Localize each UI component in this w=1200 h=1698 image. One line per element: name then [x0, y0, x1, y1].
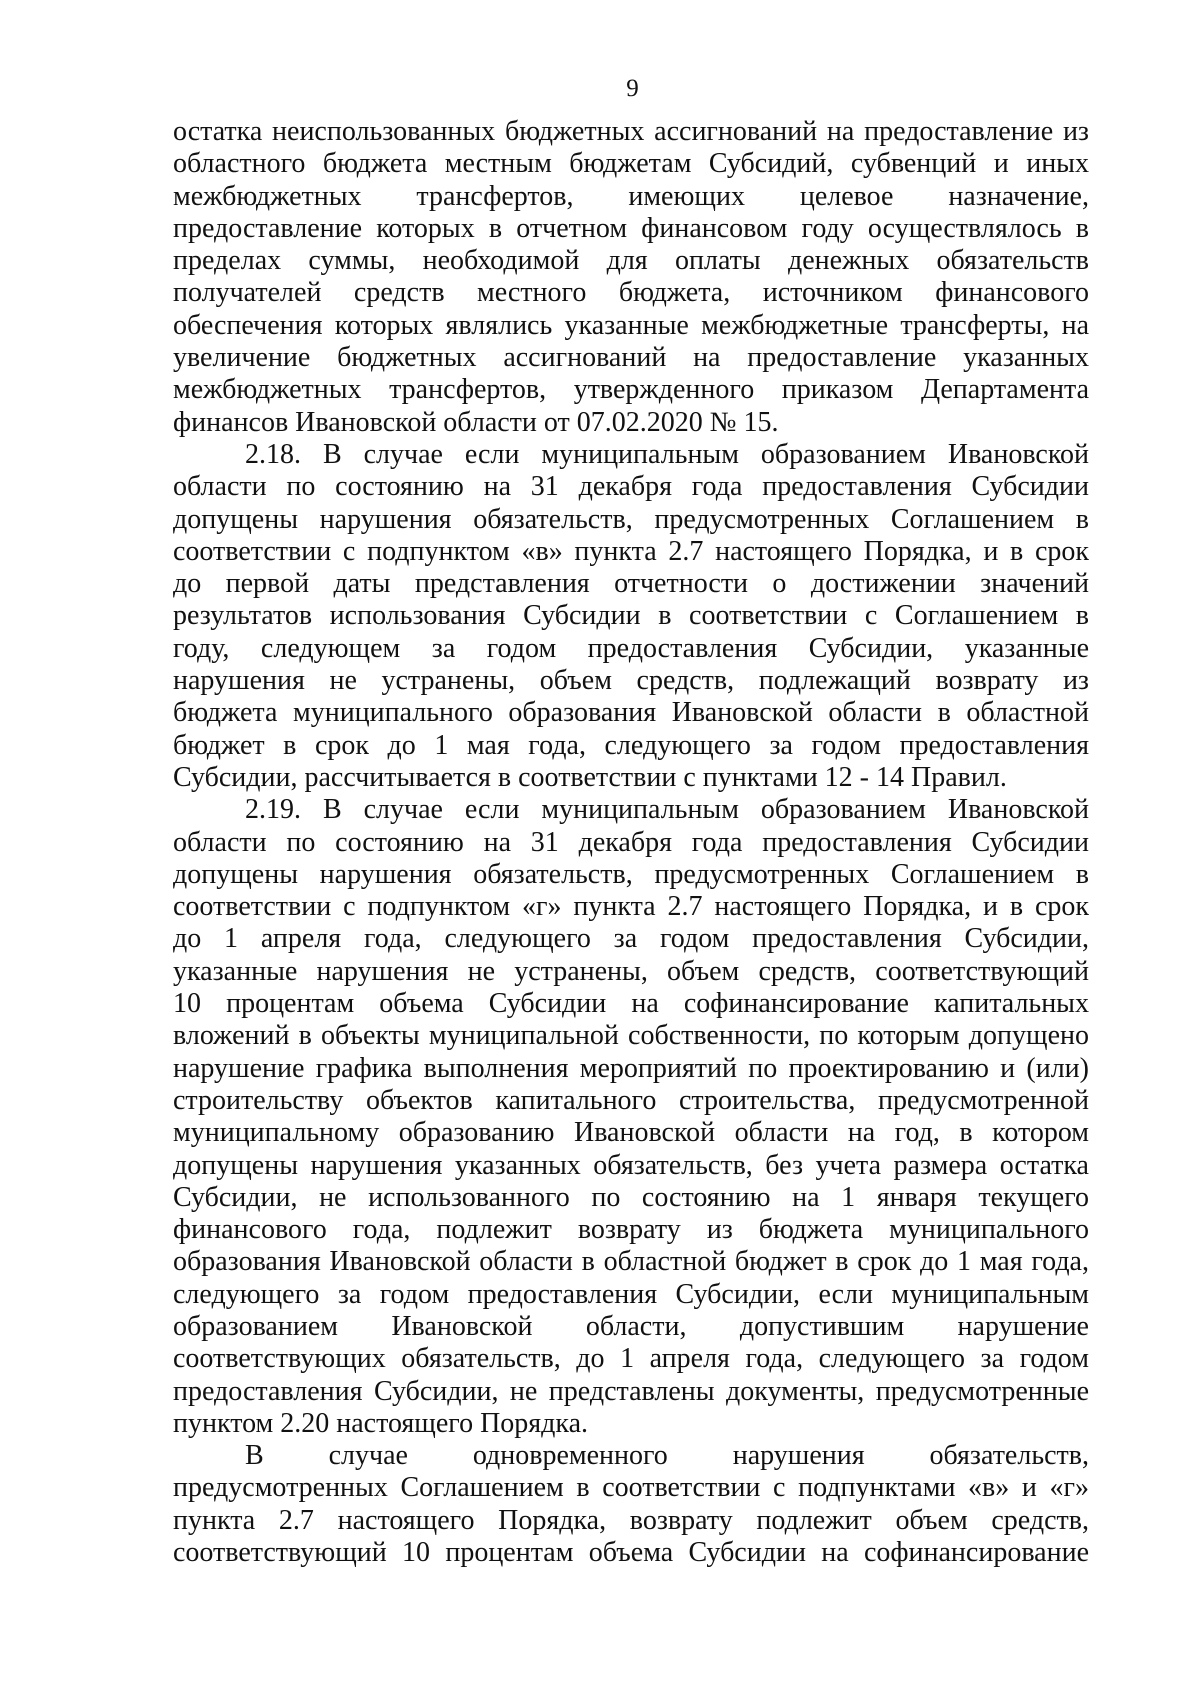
paragraph-p-continuation — [173, 116, 1089, 439]
text-line: финансов Ивановской области от 07.02.2020 № 15. — [173, 406, 779, 438]
text-line: области по состоянию на 31 декабря года предоставления Субсидии — [173, 826, 1089, 858]
text-line: финансового года, подлежит возврату из бюджета муниципального — [173, 1214, 1089, 1246]
text-line: Субсидии, не использованного по состоянию на 1 января текущего — [173, 1181, 1089, 1213]
paragraph-p-2-19 — [173, 794, 1089, 1440]
text-line: строительству объектов капитального строительства, предусмотренной — [173, 1084, 1089, 1116]
text-line: допущены нарушения обязательств, предусмотренных Соглашением в — [173, 858, 1089, 890]
text-line: предоставления Субсидии, не представлены документы, предусмотренные — [173, 1375, 1089, 1407]
text-line: образованием Ивановской области, допустившим нарушение — [173, 1310, 1089, 1342]
text-line: году, следующем за годом предоставления Субсидии, указанные — [173, 632, 1089, 664]
text-line: пункта 2.7 настоящего Порядка, возврату подлежит объем средств, — [173, 1504, 1089, 1536]
text-line: допущены нарушения обязательств, предусмотренных Соглашением в — [173, 503, 1089, 535]
text-line: результатов использования Субсидии в соответствии с Соглашением в — [173, 600, 1089, 632]
text-line: остатка неиспользованных бюджетных ассигнований на предоставление из — [173, 116, 1089, 147]
text-line: соответствующих обязательств, до 1 апреля года, следующего за годом — [173, 1343, 1089, 1375]
text-line: соответствии с подпунктом «в» пункта 2.7 настоящего Порядка, и в срок — [173, 535, 1089, 567]
text-line: бюджет в срок до 1 мая года, следующего за годом предоставления — [173, 729, 1089, 761]
text-line: 10 процентам объема Субсидии на софинансирование капитальных — [173, 988, 1089, 1020]
text-line: Субсидии, рассчитывается в соответствии с пунктами 12 - 14 Правил. — [173, 761, 1007, 793]
text-line: следующего за годом предоставления Субсидии, если муниципальным — [173, 1278, 1089, 1310]
text-line: муниципальному образованию Ивановской области на год, в котором — [173, 1117, 1089, 1149]
text-line: допущены нарушения указанных обязательств, без учета размера остатка — [173, 1149, 1089, 1181]
text-line: соответствии с подпунктом «г» пункта 2.7 настоящего Порядка, и в срок — [173, 891, 1089, 923]
text-line: В случае одновременного нарушения обязательств, — [245, 1440, 1089, 1472]
text-line: области по состоянию на 31 декабря года предоставления Субсидии — [173, 471, 1089, 503]
paragraph-p-simultaneous — [173, 1440, 1089, 1569]
paragraph-p-2-18 — [173, 439, 1089, 794]
text-line: до первой даты представления отчетности о достижении значений — [173, 568, 1089, 600]
text-line: межбюджетных трансфертов, имеющих целевое назначение, — [173, 180, 1089, 212]
page-number: 9 — [626, 75, 639, 102]
text-line: нарушения не устранены, объем средств, подлежащий возврату из — [173, 665, 1089, 697]
text-line: соответствующий 10 процентам объема Субсидии на софинансирование — [173, 1537, 1089, 1569]
text-line: вложений в объекты муниципальной собственности, по которым допущено — [173, 1020, 1089, 1052]
text-line: бюджета муниципального образования Ивановской области в областной — [173, 697, 1089, 729]
text-line: указанные нарушения не устранены, объем средств, соответствующий — [173, 955, 1089, 987]
text-line: пунктом 2.20 настоящего Порядка. — [173, 1407, 589, 1439]
text-line: получателей средств местного бюджета, источником финансового — [173, 277, 1089, 309]
text-line: до 1 апреля года, следующего за годом предоставления Субсидии, — [173, 923, 1089, 955]
text-line: 2.18. В случае если муниципальным образованием Ивановской — [245, 438, 1089, 470]
text-line: межбюджетных трансфертов, утвержденного приказом Департамента — [173, 374, 1089, 406]
text-line: увеличение бюджетных ассигнований на предоставление указанных — [173, 342, 1089, 374]
text-line: обеспечения которых являлись указанные межбюджетные трансферты, на — [173, 309, 1089, 341]
text-line: образования Ивановской области в областной бюджет в срок до 1 мая года, — [173, 1246, 1089, 1278]
text-line: нарушение графика выполнения мероприятий по проектированию и (или) — [173, 1052, 1089, 1084]
text-line: областного бюджета местным бюджетам Субсидий, субвенций и иных — [173, 148, 1089, 180]
document-body — [173, 116, 1089, 1569]
text-line: 2.19. В случае если муниципальным образованием Ивановской — [245, 794, 1089, 826]
text-line: предоставление которых в отчетном финансовом году осуществлялось в — [173, 212, 1089, 244]
text-line: пределах суммы, необходимой для оплаты денежных обязательств — [173, 245, 1089, 277]
text-line: предусмотренных Соглашением в соответствии с подпунктами «в» и «г» — [173, 1472, 1089, 1504]
